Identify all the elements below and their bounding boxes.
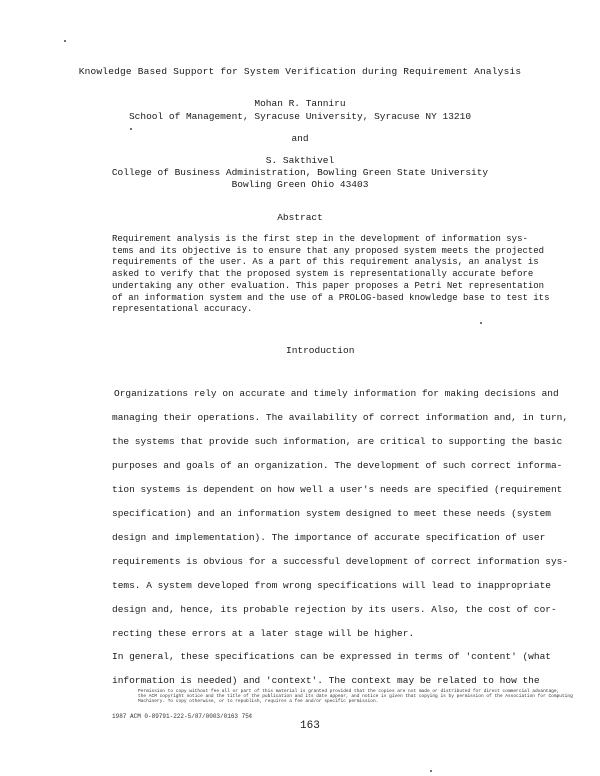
permission-line: Machinery. To copy otherwise, or to republish, requires a fee and/or specific permission. [138,699,379,705]
scan-speck [480,322,482,324]
scan-speck [64,40,66,42]
body-line: In general, these specifications can be expressed in terms of 'content' (what [112,651,551,662]
introduction-paragraph-2 [112,645,551,693]
author1-affiliation: School of Management, Syracuse University, Syracuse NY 13210 [128,111,472,122]
scan-speck [430,770,432,772]
body-line: the systems that provide such information, are critical to supporting the basic [112,436,563,447]
introduction-paragraph-1 [112,382,568,646]
author2-name: S. Sakthivel [265,155,335,166]
permission-line: Permission to copy without fee all or part of this material is granted provided that the copies are not made or distributed for direct commercial advantage, [138,689,560,694]
abstract-line: tems and its objective is to ensure that any proposed system meets the projected [112,245,545,256]
body-line: design and, hence, its probable rejection by its users. Also, the cost of cor- [112,604,557,615]
body-line: purposes and goals of an organization. The development of such correct informa- [112,460,563,471]
body-line: design and implementation). The importance of accurate specification of user [112,532,546,543]
abstract-line: asked to verify that the proposed system is representationally accurate before [112,269,534,280]
author-separator: and [291,133,309,144]
body-line: Organizations rely on accurate and timely information for making decisions and [114,388,559,399]
author2-city: Bowling Green Ohio 43403 [231,179,369,190]
body-line: managing their operations. The availability of correct information and, in turn, [112,412,569,423]
body-line: recting these errors at a later stage will be higher. [112,628,415,639]
author2-affiliation: College of Business Administration, Bowling Green State University [111,167,489,178]
body-line: tems. A system developed from wrong specifications will lead to inappropriate [112,580,551,591]
abstract-line: requirements of the user. As a part of this requirement analysis, an analyst is [112,257,539,268]
copyright-line: 1987 ACM 0-89791-222-5/87/0003/0163 75¢ [112,713,253,720]
author1-name: Mohan R. Tanniru [254,98,346,109]
body-line: information is needed) and 'context'. The context may be related to how the [112,675,540,686]
introduction-heading: Introduction [286,345,355,356]
abstract-heading: Abstract [277,212,323,223]
permission-notice [138,689,573,705]
abstract-line: of an information system and the use of a PROLOG-based knowledge base to test its [112,292,550,303]
body-line: tion systems is dependent on how well a user's needs are specified (requirement [112,484,563,495]
page-number: 163 [300,720,320,732]
body-line: requirements is obvious for a successful development of correct information sys- [112,556,569,567]
scan-speck [130,128,132,130]
permission-line: the ACM copyright notice and the title of the publication and its date appear, and notice is given that copying is by permission of the Association for Computing [138,694,573,700]
paper-title: Knowledge Based Support for System Verification during Requirement Analysis [78,66,522,77]
abstract-line: undertaking any other evaluation. This paper proposes a Petri Net representation [112,280,545,291]
abstract-line: representational accuracy. [112,304,253,315]
abstract-body [112,234,549,316]
body-line: specification) and an information system designed to meet these needs (system [112,508,551,519]
abstract-line: Requirement analysis is the first step in the development of information sys- [112,234,528,244]
